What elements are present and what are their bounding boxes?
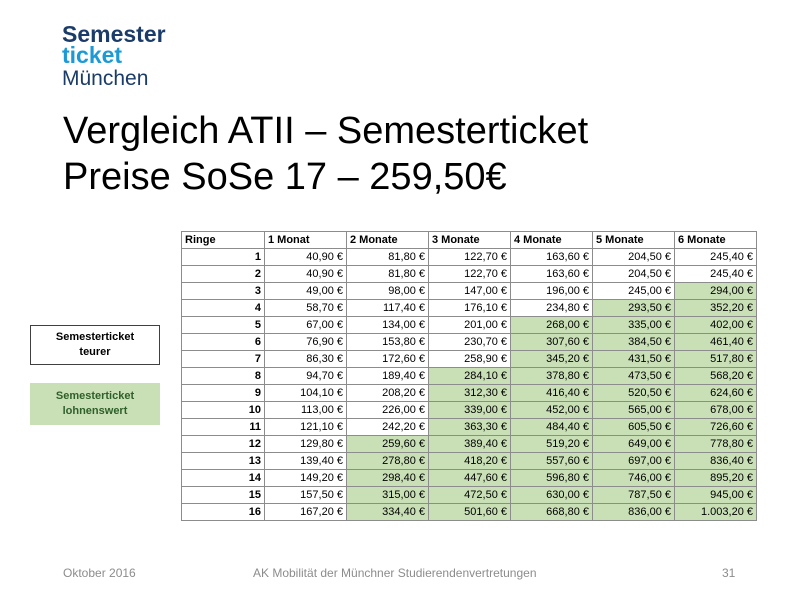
table-row	[182, 436, 757, 453]
price-cell: 384,50 €	[593, 334, 675, 351]
price-cell: 113,00 €	[265, 402, 347, 419]
price-cell: 630,00 €	[511, 487, 593, 504]
price-cell: 726,60 €	[675, 419, 757, 436]
ring-cell: 5	[182, 317, 265, 334]
price-cell: 649,00 €	[593, 436, 675, 453]
table-row	[182, 300, 757, 317]
legend-lohnenswert	[30, 383, 160, 425]
footer-date: Oktober 2016	[63, 566, 136, 580]
ring-cell: 13	[182, 453, 265, 470]
price-cell: 58,70 €	[265, 300, 347, 317]
price-cell: 98,00 €	[347, 283, 429, 300]
slide-title-line-1: Vergleich ATII – Semesterticket	[63, 110, 589, 152]
price-cell: 836,00 €	[593, 504, 675, 521]
table-row	[182, 351, 757, 368]
price-cell: 345,20 €	[511, 351, 593, 368]
price-cell: 139,40 €	[265, 453, 347, 470]
legend-teurer-line-2: teurer	[79, 346, 111, 358]
price-cell: 81,80 €	[347, 266, 429, 283]
price-cell: 129,80 €	[265, 436, 347, 453]
price-cell: 746,00 €	[593, 470, 675, 487]
price-cell: 245,00 €	[593, 283, 675, 300]
price-cell: 402,00 €	[675, 317, 757, 334]
price-cell: 268,00 €	[511, 317, 593, 334]
price-cell: 668,80 €	[511, 504, 593, 521]
price-cell: 167,20 €	[265, 504, 347, 521]
price-cell: 230,70 €	[429, 334, 511, 351]
price-cell: 596,80 €	[511, 470, 593, 487]
col-header-2-monate: 2 Monate	[347, 232, 429, 249]
price-cell: 945,00 €	[675, 487, 757, 504]
price-cell: 472,50 €	[429, 487, 511, 504]
col-header-5-monate: 5 Monate	[593, 232, 675, 249]
price-cell: 298,40 €	[347, 470, 429, 487]
table-row	[182, 334, 757, 351]
price-cell: 157,50 €	[265, 487, 347, 504]
table-row	[182, 249, 757, 266]
price-cell: 416,40 €	[511, 385, 593, 402]
ring-cell: 2	[182, 266, 265, 283]
col-header-6-monate: 6 Monate	[675, 232, 757, 249]
col-header-ringe: Ringe	[182, 232, 265, 249]
slide-title-line-2: Preise SoSe 17 – 259,50€	[63, 156, 507, 198]
price-cell: 189,40 €	[347, 368, 429, 385]
price-cell: 81,80 €	[347, 249, 429, 266]
price-cell: 234,80 €	[511, 300, 593, 317]
price-cell: 697,00 €	[593, 453, 675, 470]
logo-line-semester: Semester	[62, 21, 166, 47]
table-row	[182, 283, 757, 300]
price-cell: 378,80 €	[511, 368, 593, 385]
table-row	[182, 487, 757, 504]
price-cell: 501,60 €	[429, 504, 511, 521]
table-header-row	[182, 232, 757, 249]
price-cell: 624,60 €	[675, 385, 757, 402]
price-cell: 208,20 €	[347, 385, 429, 402]
price-cell: 484,40 €	[511, 419, 593, 436]
footer-organization: AK Mobilität der Münchner Studierendenvertretungen	[253, 566, 537, 580]
price-cell: 315,00 €	[347, 487, 429, 504]
price-cell: 517,80 €	[675, 351, 757, 368]
price-cell: 172,60 €	[347, 351, 429, 368]
price-cell: 895,20 €	[675, 470, 757, 487]
price-cell: 147,00 €	[429, 283, 511, 300]
price-cell: 334,40 €	[347, 504, 429, 521]
ring-cell: 3	[182, 283, 265, 300]
price-cell: 153,80 €	[347, 334, 429, 351]
price-cell: 339,00 €	[429, 402, 511, 419]
price-cell: 163,60 €	[511, 266, 593, 283]
price-cell: 284,10 €	[429, 368, 511, 385]
price-cell: 242,20 €	[347, 419, 429, 436]
table-row	[182, 402, 757, 419]
price-cell: 245,40 €	[675, 249, 757, 266]
price-cell: 312,30 €	[429, 385, 511, 402]
ring-cell: 10	[182, 402, 265, 419]
semesterticket-logo	[62, 21, 166, 90]
price-cell: 117,40 €	[347, 300, 429, 317]
table-row	[182, 470, 757, 487]
ring-cell: 9	[182, 385, 265, 402]
table-row	[182, 453, 757, 470]
price-cell: 134,00 €	[347, 317, 429, 334]
price-cell: 149,20 €	[265, 470, 347, 487]
price-cell: 49,00 €	[265, 283, 347, 300]
price-cell: 565,00 €	[593, 402, 675, 419]
price-cell: 519,20 €	[511, 436, 593, 453]
price-cell: 176,10 €	[429, 300, 511, 317]
ring-cell: 12	[182, 436, 265, 453]
price-cell: 1.003,20 €	[675, 504, 757, 521]
ring-cell: 6	[182, 334, 265, 351]
legend-lohnenswert-line-2: lohnenswert	[62, 405, 128, 417]
logo-line-muenchen: München	[62, 67, 149, 90]
table-row	[182, 368, 757, 385]
ring-cell: 15	[182, 487, 265, 504]
price-cell: 557,60 €	[511, 453, 593, 470]
price-cell: 278,80 €	[347, 453, 429, 470]
price-cell: 293,50 €	[593, 300, 675, 317]
price-cell: 431,50 €	[593, 351, 675, 368]
col-header-3-monate: 3 Monate	[429, 232, 511, 249]
ring-cell: 7	[182, 351, 265, 368]
price-cell: 307,60 €	[511, 334, 593, 351]
price-cell: 568,20 €	[675, 368, 757, 385]
price-cell: 122,70 €	[429, 249, 511, 266]
price-cell: 40,90 €	[265, 266, 347, 283]
table-body	[182, 249, 757, 521]
price-cell: 389,40 €	[429, 436, 511, 453]
price-cell: 204,50 €	[593, 266, 675, 283]
legend-teurer-line-1: Semesterticket	[55, 331, 135, 343]
price-cell: 363,30 €	[429, 419, 511, 436]
ring-cell: 8	[182, 368, 265, 385]
price-cell: 461,40 €	[675, 334, 757, 351]
price-cell: 473,50 €	[593, 368, 675, 385]
legend-teurer	[30, 325, 160, 365]
price-cell: 452,00 €	[511, 402, 593, 419]
price-cell: 418,20 €	[429, 453, 511, 470]
col-header-4-monate: 4 Monate	[511, 232, 593, 249]
table-row	[182, 419, 757, 436]
price-cell: 335,00 €	[593, 317, 675, 334]
price-cell: 204,50 €	[593, 249, 675, 266]
col-header-1-monat: 1 Monat	[265, 232, 347, 249]
ring-cell: 11	[182, 419, 265, 436]
table-row	[182, 266, 757, 283]
price-cell: 258,90 €	[429, 351, 511, 368]
price-cell: 76,90 €	[265, 334, 347, 351]
price-cell: 787,50 €	[593, 487, 675, 504]
price-cell: 294,00 €	[675, 283, 757, 300]
price-cell: 67,00 €	[265, 317, 347, 334]
table-row	[182, 504, 757, 521]
ring-cell: 1	[182, 249, 265, 266]
price-cell: 196,00 €	[511, 283, 593, 300]
table-row	[182, 317, 757, 334]
logo-line-ticket: ticket	[62, 42, 123, 68]
price-cell: 245,40 €	[675, 266, 757, 283]
price-cell: 778,80 €	[675, 436, 757, 453]
price-cell: 520,50 €	[593, 385, 675, 402]
price-cell: 836,40 €	[675, 453, 757, 470]
footer-page-number: 31	[722, 566, 736, 580]
price-comparison-table	[181, 231, 757, 521]
ring-cell: 14	[182, 470, 265, 487]
slide-title	[63, 108, 588, 200]
ring-cell: 4	[182, 300, 265, 317]
price-cell: 94,70 €	[265, 368, 347, 385]
price-cell: 163,60 €	[511, 249, 593, 266]
price-cell: 104,10 €	[265, 385, 347, 402]
table-row	[182, 385, 757, 402]
price-cell: 259,60 €	[347, 436, 429, 453]
price-cell: 86,30 €	[265, 351, 347, 368]
price-cell: 678,00 €	[675, 402, 757, 419]
price-cell: 447,60 €	[429, 470, 511, 487]
price-cell: 605,50 €	[593, 419, 675, 436]
price-cell: 121,10 €	[265, 419, 347, 436]
price-cell: 122,70 €	[429, 266, 511, 283]
price-cell: 201,00 €	[429, 317, 511, 334]
price-cell: 226,00 €	[347, 402, 429, 419]
ring-cell: 16	[182, 504, 265, 521]
price-cell: 40,90 €	[265, 249, 347, 266]
price-cell: 352,20 €	[675, 300, 757, 317]
legend-lohnenswert-line-1: Semesterticket	[55, 390, 135, 402]
